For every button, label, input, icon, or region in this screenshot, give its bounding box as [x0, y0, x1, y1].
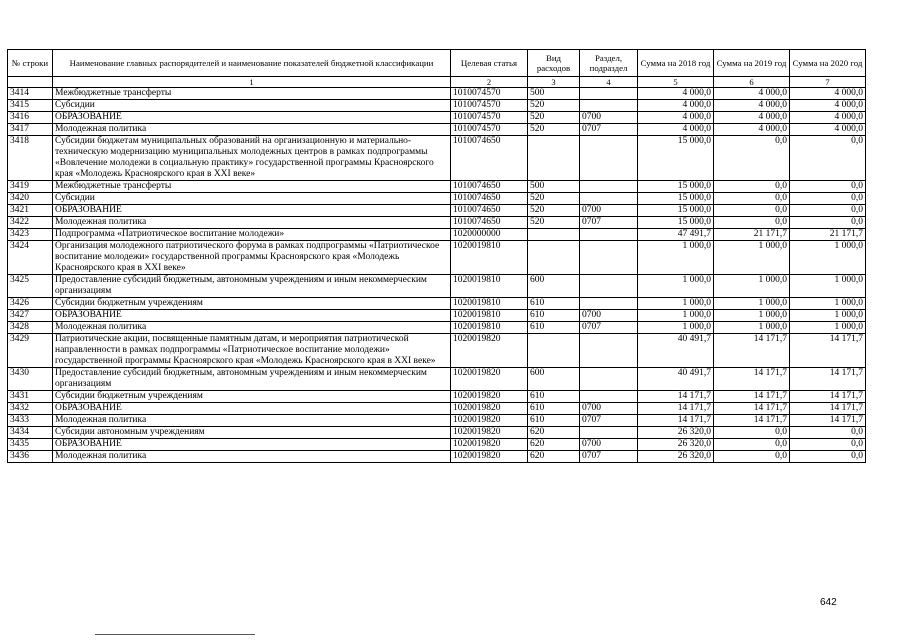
- row-sum-2019: 14 171,7: [714, 403, 790, 415]
- row-sum-2020: 0,0: [790, 439, 866, 451]
- row-expense-type: 610: [528, 403, 580, 415]
- row-expense-type: 620: [528, 427, 580, 439]
- row-sum-2019: 0,0: [714, 217, 790, 229]
- row-section: 0707: [580, 415, 638, 427]
- table-row: [8, 100, 866, 112]
- row-expense-type: 600: [528, 368, 580, 391]
- table-row: [8, 275, 866, 298]
- row-expense-type: 520: [528, 112, 580, 124]
- table-header-row: [8, 50, 866, 77]
- row-expense-type: 610: [528, 298, 580, 310]
- row-section: [580, 368, 638, 391]
- row-sum-2019: 4 000,0: [714, 112, 790, 124]
- table-row: [8, 451, 866, 463]
- row-expense-type: [528, 334, 580, 368]
- table-row: [8, 193, 866, 205]
- row-sum-2019: 0,0: [714, 205, 790, 217]
- row-name: ОБРАЗОВАНИЕ: [53, 439, 451, 451]
- row-sum-2020: 0,0: [790, 136, 866, 181]
- row-name: Патриотические акции, посвященные памятным датам, и мероприятия патриотической направленности в рамках подпрограммы «Патриотическое воспитание молодежи» государственной программы Красноярского края «Молодежь Красноярского края в XXI веке»: [53, 334, 451, 368]
- row-number: 3429: [8, 334, 53, 368]
- row-section: [580, 391, 638, 403]
- row-expense-type: 610: [528, 391, 580, 403]
- row-number: 3423: [8, 229, 53, 241]
- row-target-article: 1010074650: [451, 193, 528, 205]
- row-expense-type: [528, 229, 580, 241]
- row-sum-2018: 1 000,0: [638, 275, 714, 298]
- row-sum-2020: 1 000,0: [790, 241, 866, 275]
- row-target-article: 1020019810: [451, 322, 528, 334]
- row-sum-2018: 1 000,0: [638, 298, 714, 310]
- row-number: 3425: [8, 275, 53, 298]
- table-row: [8, 427, 866, 439]
- table-row: [8, 124, 866, 136]
- row-name: Субсидии бюджетным учреждениям: [53, 391, 451, 403]
- row-target-article: 1020019810: [451, 241, 528, 275]
- row-expense-type: 620: [528, 451, 580, 463]
- row-sum-2020: 0,0: [790, 193, 866, 205]
- row-number: 3433: [8, 415, 53, 427]
- row-sum-2019: 0,0: [714, 439, 790, 451]
- table-row: [8, 439, 866, 451]
- budget-table: [7, 49, 866, 463]
- row-sum-2020: 21 171,7: [790, 229, 866, 241]
- row-name: Межбюджетные трансферты: [53, 181, 451, 193]
- row-name: Субсидии автономным учреждениям: [53, 427, 451, 439]
- row-number: 3427: [8, 310, 53, 322]
- table-row: [8, 322, 866, 334]
- row-sum-2020: 4 000,0: [790, 112, 866, 124]
- row-number: 3420: [8, 193, 53, 205]
- row-sum-2020: 1 000,0: [790, 275, 866, 298]
- row-sum-2018: 15 000,0: [638, 193, 714, 205]
- row-expense-type: 520: [528, 205, 580, 217]
- footer-rule: [95, 634, 255, 635]
- col-header-2019: Сумма на 2019 год: [714, 50, 790, 77]
- row-sum-2020: 14 171,7: [790, 391, 866, 403]
- row-sum-2018: 4 000,0: [638, 124, 714, 136]
- row-number: 3435: [8, 439, 53, 451]
- page-number: 642: [820, 597, 837, 608]
- col-number: [8, 77, 53, 88]
- row-target-article: 1010074570: [451, 100, 528, 112]
- row-section: 0707: [580, 124, 638, 136]
- row-name: Подпрограмма «Патриотическое воспитание молодежи»: [53, 229, 451, 241]
- row-expense-type: 520: [528, 124, 580, 136]
- row-section: 0700: [580, 439, 638, 451]
- row-sum-2018: 4 000,0: [638, 112, 714, 124]
- column-numbers-row: [8, 77, 866, 88]
- row-sum-2020: 0,0: [790, 217, 866, 229]
- row-sum-2020: 0,0: [790, 427, 866, 439]
- row-sum-2019: 14 171,7: [714, 415, 790, 427]
- row-sum-2020: 4 000,0: [790, 88, 866, 100]
- row-number: 3416: [8, 112, 53, 124]
- row-section: 0707: [580, 217, 638, 229]
- row-name: Предоставление субсидий бюджетным, автономным учреждениям и иным некоммерческим организациям: [53, 275, 451, 298]
- row-section: 0700: [580, 205, 638, 217]
- row-number: 3436: [8, 451, 53, 463]
- row-name: Субсидии: [53, 100, 451, 112]
- row-name: Предоставление субсидий бюджетным, автономным учреждениям и иным некоммерческим организациям: [53, 368, 451, 391]
- row-number: 3432: [8, 403, 53, 415]
- row-name: Молодежная политика: [53, 415, 451, 427]
- row-name: ОБРАЗОВАНИЕ: [53, 112, 451, 124]
- row-target-article: 1020019820: [451, 403, 528, 415]
- row-number: 3415: [8, 100, 53, 112]
- row-section: 0707: [580, 322, 638, 334]
- row-target-article: 1020019820: [451, 334, 528, 368]
- row-section: 0707: [580, 451, 638, 463]
- row-number: 3422: [8, 217, 53, 229]
- row-target-article: 1010074570: [451, 88, 528, 100]
- table-row: [8, 217, 866, 229]
- row-sum-2019: 1 000,0: [714, 275, 790, 298]
- row-number: 3418: [8, 136, 53, 181]
- col-number: 6: [714, 77, 790, 88]
- col-header-num: № строки: [8, 50, 53, 77]
- row-target-article: 1020019820: [451, 391, 528, 403]
- row-name: Субсидии: [53, 193, 451, 205]
- row-name: ОБРАЗОВАНИЕ: [53, 403, 451, 415]
- table-body: [8, 88, 866, 463]
- col-header-section: Раздел, подраздел: [580, 50, 638, 77]
- row-target-article: 1020019820: [451, 439, 528, 451]
- row-number: 3428: [8, 322, 53, 334]
- row-sum-2020: 0,0: [790, 205, 866, 217]
- row-sum-2018: 4 000,0: [638, 100, 714, 112]
- row-section: [580, 181, 638, 193]
- row-sum-2018: 1 000,0: [638, 322, 714, 334]
- row-section: 0700: [580, 112, 638, 124]
- row-target-article: 1010074650: [451, 205, 528, 217]
- row-target-article: 1010074570: [451, 112, 528, 124]
- col-header-target: Целевая статья: [451, 50, 528, 77]
- row-section: [580, 136, 638, 181]
- row-expense-type: 610: [528, 415, 580, 427]
- table-row: [8, 368, 866, 391]
- col-header-2018: Сумма на 2018 год: [638, 50, 714, 77]
- row-target-article: 1010074650: [451, 217, 528, 229]
- row-section: [580, 229, 638, 241]
- row-target-article: 1020019820: [451, 415, 528, 427]
- row-sum-2018: 15 000,0: [638, 181, 714, 193]
- row-sum-2019: 4 000,0: [714, 88, 790, 100]
- table-row: [8, 205, 866, 217]
- row-section: [580, 334, 638, 368]
- row-expense-type: 500: [528, 181, 580, 193]
- row-name: ОБРАЗОВАНИЕ: [53, 205, 451, 217]
- row-section: [580, 298, 638, 310]
- row-sum-2019: 0,0: [714, 451, 790, 463]
- col-number: 3: [528, 77, 580, 88]
- table-row: [8, 403, 866, 415]
- row-expense-type: 600: [528, 275, 580, 298]
- row-target-article: 1020019820: [451, 451, 528, 463]
- row-target-article: 1020019820: [451, 368, 528, 391]
- row-expense-type: 610: [528, 310, 580, 322]
- table-row: [8, 334, 866, 368]
- table-row: [8, 136, 866, 181]
- row-name: Субсидии бюджетным учреждениям: [53, 298, 451, 310]
- table-row: [8, 241, 866, 275]
- row-sum-2018: 15 000,0: [638, 205, 714, 217]
- table-row: [8, 391, 866, 403]
- row-target-article: 1010074650: [451, 136, 528, 181]
- col-number: 2: [451, 77, 528, 88]
- table-row: [8, 181, 866, 193]
- row-sum-2018: 40 491,7: [638, 334, 714, 368]
- row-sum-2018: 26 320,0: [638, 451, 714, 463]
- row-sum-2020: 1 000,0: [790, 310, 866, 322]
- col-number: 5: [638, 77, 714, 88]
- col-number: 4: [580, 77, 638, 88]
- row-sum-2019: 21 171,7: [714, 229, 790, 241]
- row-expense-type: [528, 241, 580, 275]
- row-sum-2018: 1 000,0: [638, 310, 714, 322]
- row-sum-2020: 14 171,7: [790, 415, 866, 427]
- row-target-article: 1010074650: [451, 181, 528, 193]
- row-section: [580, 275, 638, 298]
- row-sum-2019: 0,0: [714, 193, 790, 205]
- row-sum-2019: 1 000,0: [714, 310, 790, 322]
- row-number: 3414: [8, 88, 53, 100]
- row-target-article: 1020019820: [451, 427, 528, 439]
- row-sum-2019: 14 171,7: [714, 334, 790, 368]
- row-sum-2020: 1 000,0: [790, 298, 866, 310]
- row-sum-2019: 1 000,0: [714, 241, 790, 275]
- row-sum-2019: 4 000,0: [714, 100, 790, 112]
- row-sum-2020: 14 171,7: [790, 403, 866, 415]
- row-number: 3434: [8, 427, 53, 439]
- row-sum-2018: 15 000,0: [638, 136, 714, 181]
- row-target-article: 1020019810: [451, 275, 528, 298]
- table-row: [8, 112, 866, 124]
- row-section: [580, 241, 638, 275]
- row-sum-2018: 40 491,7: [638, 368, 714, 391]
- row-sum-2018: 26 320,0: [638, 427, 714, 439]
- row-name: Молодежная политика: [53, 124, 451, 136]
- row-target-article: 1020000000: [451, 229, 528, 241]
- row-sum-2019: 4 000,0: [714, 124, 790, 136]
- row-sum-2018: 14 171,7: [638, 415, 714, 427]
- row-sum-2018: 15 000,0: [638, 217, 714, 229]
- table-row: [8, 298, 866, 310]
- row-expense-type: 610: [528, 322, 580, 334]
- row-expense-type: [528, 136, 580, 181]
- row-sum-2018: 14 171,7: [638, 391, 714, 403]
- row-name: Субсидии бюджетам муниципальных образований на организационную и материально-техническую модернизацию муниципальных молодежных центров в рамках подпрограммы «Вовлечение молодежи в социальную практику» государственной программы Красноярского края «Молодежь Красноярского края в XXI веке»: [53, 136, 451, 181]
- row-sum-2018: 1 000,0: [638, 241, 714, 275]
- row-section: [580, 427, 638, 439]
- row-name: Молодежная политика: [53, 451, 451, 463]
- row-section: [580, 88, 638, 100]
- row-sum-2019: 1 000,0: [714, 322, 790, 334]
- row-number: 3431: [8, 391, 53, 403]
- row-sum-2020: 4 000,0: [790, 124, 866, 136]
- row-sum-2020: 14 171,7: [790, 334, 866, 368]
- row-sum-2018: 14 171,7: [638, 403, 714, 415]
- row-sum-2020: 0,0: [790, 181, 866, 193]
- row-expense-type: 520: [528, 217, 580, 229]
- table-row: [8, 88, 866, 100]
- row-target-article: 1020019810: [451, 298, 528, 310]
- row-expense-type: 500: [528, 88, 580, 100]
- row-number: 3419: [8, 181, 53, 193]
- row-sum-2020: 0,0: [790, 451, 866, 463]
- row-expense-type: 620: [528, 439, 580, 451]
- col-header-2020: Сумма на 2020 год: [790, 50, 866, 77]
- row-sum-2019: 14 171,7: [714, 368, 790, 391]
- row-number: 3430: [8, 368, 53, 391]
- row-expense-type: 520: [528, 193, 580, 205]
- row-number: 3421: [8, 205, 53, 217]
- row-sum-2018: 26 320,0: [638, 439, 714, 451]
- col-header-name: Наименование главных распорядителей и наименование показателей бюджетной классификации: [53, 50, 451, 77]
- row-name: ОБРАЗОВАНИЕ: [53, 310, 451, 322]
- row-number: 3426: [8, 298, 53, 310]
- table-row: [8, 310, 866, 322]
- row-sum-2019: 14 171,7: [714, 391, 790, 403]
- row-name: Организация молодежного патриотического форума в рамках подпрограммы «Патриотическое воспитание молодежи» государственной программы Красноярского края «Молодежь Красноярского края в XXI веке»: [53, 241, 451, 275]
- row-name: Межбюджетные трансферты: [53, 88, 451, 100]
- row-number: 3417: [8, 124, 53, 136]
- row-target-article: 1020019810: [451, 310, 528, 322]
- row-sum-2019: 0,0: [714, 427, 790, 439]
- row-name: Молодежная политика: [53, 217, 451, 229]
- row-expense-type: 520: [528, 100, 580, 112]
- row-section: [580, 193, 638, 205]
- row-number: 3424: [8, 241, 53, 275]
- row-sum-2018: 4 000,0: [638, 88, 714, 100]
- col-number: 1: [53, 77, 451, 88]
- table-row: [8, 415, 866, 427]
- col-header-type: Вид расходов: [528, 50, 580, 77]
- row-sum-2019: 1 000,0: [714, 298, 790, 310]
- row-sum-2020: 1 000,0: [790, 322, 866, 334]
- row-section: 0700: [580, 310, 638, 322]
- row-section: [580, 100, 638, 112]
- row-section: 0700: [580, 403, 638, 415]
- row-name: Молодежная политика: [53, 322, 451, 334]
- col-number: 7: [790, 77, 866, 88]
- table-row: [8, 229, 866, 241]
- row-sum-2020: 14 171,7: [790, 368, 866, 391]
- row-sum-2019: 0,0: [714, 136, 790, 181]
- row-sum-2018: 47 491,7: [638, 229, 714, 241]
- row-target-article: 1010074570: [451, 124, 528, 136]
- row-sum-2019: 0,0: [714, 181, 790, 193]
- row-sum-2020: 4 000,0: [790, 100, 866, 112]
